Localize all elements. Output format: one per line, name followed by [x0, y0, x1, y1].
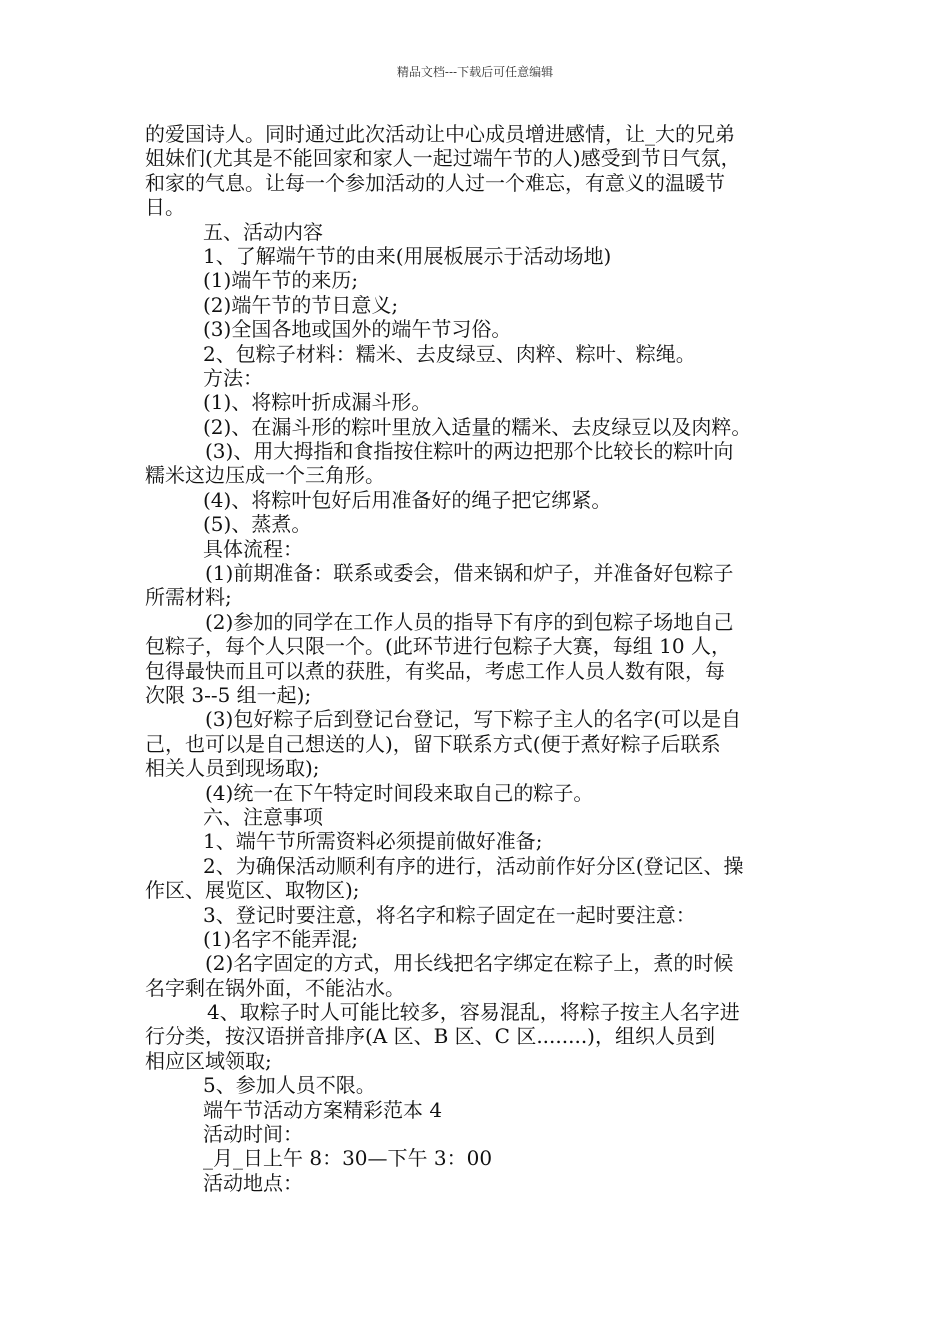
text-line: 和家的气息。让每一个参加活动的人过一个难忘，有意义的温暖节 — [145, 170, 725, 195]
text-line: 糯米这边压成一个三角形。 — [145, 463, 385, 488]
text-line: (1)端午节的来历; — [203, 268, 359, 293]
text-line: (4)统一在下午特定时间段来取自己的粽子。 — [205, 780, 594, 805]
text-line: _月_日上午 8：30—下午 3：00 — [203, 1146, 493, 1171]
text-line: (3)、用大拇指和食指按住粽叶的两边把那个比较长的粽叶向 — [205, 439, 734, 464]
text-line: 日。 — [145, 195, 185, 220]
text-line: (4)、将粽叶包好后用准备好的绳子把它绑紧。 — [203, 487, 612, 512]
text-line: 姐妹们(尤其是不能回家和家人一起过端午节的人)感受到节日气氛， — [145, 146, 741, 171]
text-line: 己，也可以是自己想送的人)，留下联系方式(便于煮好粽子后联系 — [145, 731, 721, 756]
text-line: 相应区域领取; — [145, 1048, 272, 1073]
text-line: 5、参加人员不限。 — [203, 1073, 376, 1098]
text-line: 相关人员到现场取); — [145, 756, 320, 781]
text-line: 活动地点： — [203, 1170, 303, 1195]
text-line: 方法： — [203, 365, 263, 390]
text-line: (2)、在漏斗形的粽叶里放入适量的糯米、去皮绿豆以及肉粹。 — [203, 414, 752, 439]
text-line: 六、注意事项 — [203, 804, 323, 829]
text-line: 活动时间： — [203, 1122, 303, 1147]
text-line: 1、端午节所需资料必须提前做好准备; — [203, 829, 543, 854]
text-line: 2、包粽子材料：糯米、去皮绿豆、肉粹、粽叶、粽绳。 — [203, 341, 696, 366]
text-line: 次限 3--5 组一起); — [145, 682, 312, 707]
text-line: 2、为确保活动顺利有序的进行，活动前作好分区(登记区、操 — [203, 853, 744, 878]
text-line: 包得最快而且可以煮的获胜，有奖品，考虑工作人员人数有限，每 — [145, 658, 725, 683]
text-line: 端午节活动方案精彩范本 4 — [203, 1097, 443, 1122]
text-line: 的爱国诗人。同时通过此次活动让中心成员增进感情，让_大的兄弟 — [145, 122, 735, 146]
text-line: 作区、展览区、取物区); — [145, 878, 360, 903]
text-line: (1)前期准备：联系或委会，借来锅和炉子，并准备好包粽子 — [205, 561, 734, 586]
text-line: (1)名字不能弄混; — [203, 926, 359, 951]
text-line: 五、活动内容 — [203, 219, 323, 244]
text-line: (3)全国各地或国外的端午节习俗。 — [203, 317, 512, 342]
text-line: (2)名字固定的方式，用长线把名字绑定在粽子上，煮的时候 — [205, 951, 734, 976]
text-line: 所需材料; — [145, 585, 232, 610]
text-line: 3、登记时要注意，将名字和粽子固定在一起时要注意： — [203, 902, 696, 927]
text-line: 包粽子，每个人只限一个。(此环节进行包粽子大赛，每组 10 人， — [145, 634, 731, 659]
text-line: 具体流程： — [203, 536, 303, 561]
text-line: 名字剩在锅外面，不能沾水。 — [145, 975, 405, 1000]
text-line: (2)参加的同学在工作人员的指导下有序的到包粽子场地自己 — [205, 609, 734, 634]
text-line: 1、了解端午节的由来(用展板展示于活动场地) — [203, 243, 612, 268]
text-line: (5)、蒸煮。 — [203, 512, 312, 537]
document-body — [145, 122, 815, 1195]
text-line: (3)包好粽子后到登记台登记，写下粽子主人的名字(可以是自 — [205, 707, 742, 732]
text-line: (2)端午节的节日意义; — [203, 292, 399, 317]
text-line: (1)、将粽叶折成漏斗形。 — [203, 390, 432, 415]
text-line: 4、取粽子时人可能比较多，容易混乱，将粽子按主人名字进 — [207, 1000, 740, 1025]
page-header: 精品文档---下载后可任意编辑 — [396, 65, 554, 79]
text-line: 行分类，按汉语拼音排序(A 区、B 区、C 区........)，组织人员到 — [145, 1024, 715, 1049]
